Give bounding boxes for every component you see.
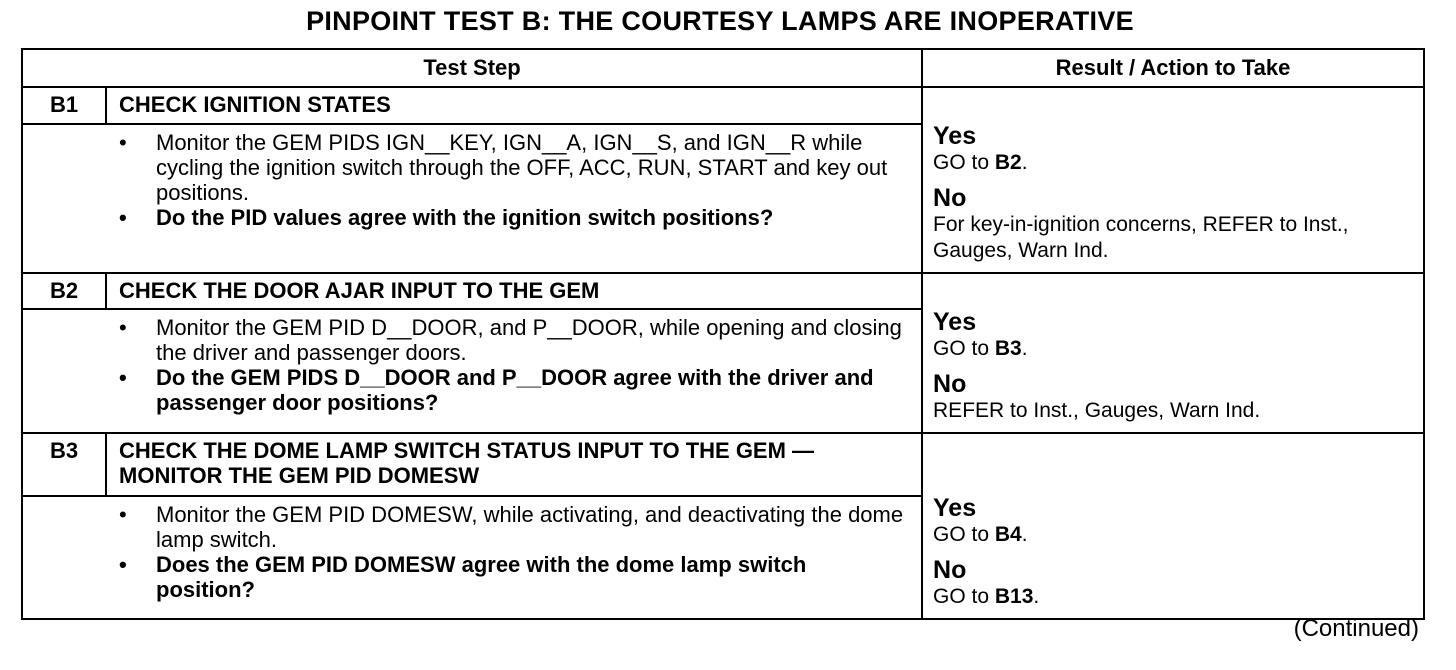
step-question: • Does the GEM PID DOMESW agree with the dome lamp switch position? bbox=[119, 551, 807, 602]
continued-label: (Continued) bbox=[1293, 615, 1419, 642]
no-label: No bbox=[933, 370, 967, 398]
step-heading-row bbox=[22, 273, 1424, 309]
step-instruction: • Monitor the GEM PID D__DOOR, and P__DOOR, while opening and closing the driver and passenger doors. bbox=[119, 315, 902, 366]
yes-label: Yes bbox=[933, 308, 977, 336]
yes-label: Yes bbox=[933, 122, 977, 150]
yes-target: B3 bbox=[994, 337, 1022, 360]
yes-target: B4 bbox=[994, 523, 1022, 546]
step-body bbox=[22, 309, 922, 433]
step-id: B3 bbox=[22, 433, 106, 496]
no-label: No bbox=[933, 556, 967, 584]
step-question: • Do the GEM PIDS D__DOOR and P__DOOR agree with the driver and passenger door positions? bbox=[119, 365, 874, 416]
yes-action: GO to B3. bbox=[933, 337, 1028, 360]
step-heading-row bbox=[22, 433, 1424, 496]
no-action: REFER to Inst., Gauges, Warn Ind. bbox=[933, 399, 1261, 422]
result-header: Result / Action to Take bbox=[922, 49, 1424, 87]
step-heading: CHECK THE DOME LAMP SWITCH STATUS INPUT TO THE GEM — MONITOR THE GEM PID DOMESW bbox=[106, 433, 922, 496]
step-body bbox=[22, 496, 922, 619]
step-heading-row bbox=[22, 87, 1424, 124]
step-id: B1 bbox=[22, 87, 106, 124]
step-heading: CHECK IGNITION STATES bbox=[106, 87, 922, 124]
header-row bbox=[22, 49, 1424, 87]
no-action: For key-in-ignition concerns, REFER to Inst., Gauges, Warn Ind. bbox=[933, 213, 1349, 262]
step-result bbox=[922, 273, 1424, 433]
step-id: B2 bbox=[22, 273, 106, 309]
step-body bbox=[22, 124, 922, 273]
step-result bbox=[922, 433, 1424, 619]
yes-target: B2 bbox=[994, 151, 1022, 174]
yes-action: GO to B4. bbox=[933, 523, 1028, 546]
test-step-header: Test Step bbox=[22, 49, 922, 87]
page-title: PINPOINT TEST B: THE COURTESY LAMPS ARE INOPERATIVE bbox=[306, 6, 1134, 36]
no-action: GO to B13. bbox=[933, 585, 1040, 608]
yes-label: Yes bbox=[933, 494, 977, 522]
step-instruction: • Monitor the GEM PID DOMESW, while activating, and deactivating the dome lamp switch. bbox=[119, 501, 904, 552]
step-result bbox=[922, 87, 1424, 273]
yes-action: GO to B2. bbox=[933, 151, 1028, 174]
step-question: • Do the PID values agree with the ignition switch positions? bbox=[119, 204, 774, 230]
no-label: No bbox=[933, 184, 967, 212]
step-heading: CHECK THE DOOR AJAR INPUT TO THE GEM bbox=[106, 273, 922, 309]
no-target: B13 bbox=[994, 585, 1034, 608]
step-instruction: • Monitor the GEM PIDS IGN__KEY, IGN__A, IGN__S, and IGN__R while cycling the ignition switch through the OFF, ACC, RUN, START and key out positions. bbox=[119, 129, 888, 205]
pinpoint-test-table bbox=[21, 48, 1425, 620]
